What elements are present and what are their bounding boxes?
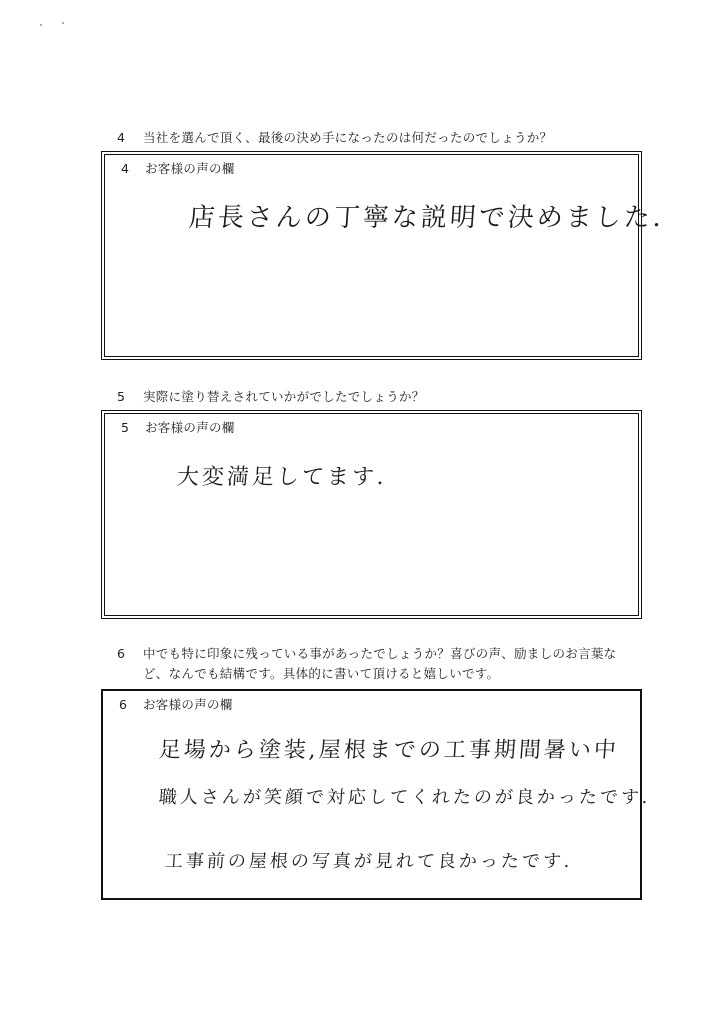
box-number: 4 [121, 161, 130, 176]
answer-box-6 [101, 689, 652, 900]
question-text-line-1: 中でも特に印象に残っている事があったでしょうか？喜びの声、励ましのお言葉な [143, 646, 617, 661]
answer-box-5 [101, 410, 642, 619]
box-label [121, 159, 235, 177]
handwritten-answer-line: 職人さんが笑顔で対応してくれたのが良かったです. [158, 787, 652, 808]
box-label [119, 695, 233, 713]
question-text: 当社を選んで頂く、最後の決め手になったのは何だったのでしょうか？ [143, 130, 553, 145]
question-5 [117, 387, 425, 406]
question-number: 5 [117, 389, 126, 404]
handwritten-answer-line: 工事前の屋根の写真が見れて良かったです. [164, 851, 574, 872]
question-6 [117, 644, 616, 663]
question-number: 6 [117, 646, 126, 661]
question-text: 実際に塗り替えされていかがでしたでしょうか？ [143, 389, 425, 404]
question-number: 4 [117, 130, 126, 145]
handwritten-answer-line: 店長さんの丁寧な説明で決めました. [187, 203, 666, 233]
answer-box-4 [101, 151, 666, 360]
box-number: 5 [121, 420, 130, 435]
box-label [121, 418, 235, 436]
box-label-text: お客様の声の欄 [145, 420, 235, 435]
question-text-line-2: ど、なんでも結構です。具体的に書いて頂けると嬉しいです。 [143, 666, 500, 681]
box-label-text: お客様の声の欄 [143, 697, 233, 712]
scan-speck [40, 24, 42, 26]
handwritten-answer-line: 足場から塗装,屋根までの工事期間暑い中 [157, 738, 620, 763]
handwritten-answer-line: 大変満足してます. [175, 465, 388, 490]
question-4 [117, 128, 552, 147]
box-label-text: お客様の声の欄 [145, 161, 235, 176]
box-number: 6 [119, 697, 128, 712]
scan-speck [62, 22, 64, 24]
